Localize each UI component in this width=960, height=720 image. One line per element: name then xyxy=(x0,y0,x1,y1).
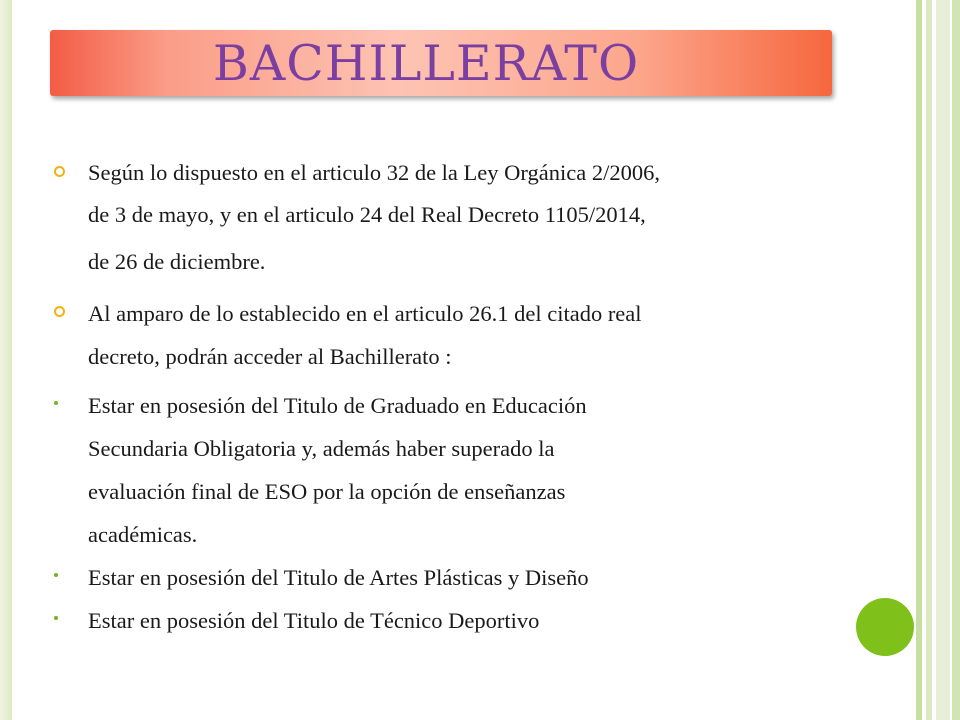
dot-bullet-icon xyxy=(54,401,58,405)
list-item-line: académicas. xyxy=(88,522,198,547)
list-item xyxy=(54,384,834,556)
list-item-line: Secundaria Obligatoria y, además haber superado la xyxy=(88,436,555,461)
dot-bullet-icon xyxy=(54,573,58,577)
list-item-line: evaluación final de ESO por la opción de enseñanzas xyxy=(88,479,566,504)
decorative-green-circle xyxy=(856,598,914,656)
dot-bullet-icon xyxy=(54,616,58,620)
frame-stripe xyxy=(916,0,922,720)
frame-stripe xyxy=(952,0,960,720)
slide-content xyxy=(54,152,834,642)
ring-bullet-icon xyxy=(54,306,65,317)
list-item-line: Estar en posesión del Titulo de Artes Plásticas y Diseño xyxy=(88,565,589,590)
paragraph-1 xyxy=(54,152,834,288)
title-banner xyxy=(50,30,832,96)
paragraph-line: decreto, podrán acceder al Bachillerato : xyxy=(88,344,452,369)
slide-title: BACHILLERATO xyxy=(212,34,640,92)
paragraph-2 xyxy=(54,292,834,378)
right-frame-border xyxy=(916,0,960,720)
list-item-line: Estar en posesión del Titulo de Graduado en Educación xyxy=(88,393,587,418)
ring-bullet-icon xyxy=(54,166,65,177)
list-item xyxy=(54,599,834,642)
frame-stripe xyxy=(926,0,932,720)
paragraph-line: Al amparo de lo establecido en el articulo 26.1 del citado real xyxy=(88,301,642,326)
requirements-list xyxy=(54,384,834,642)
frame-stripe xyxy=(936,0,950,720)
list-item xyxy=(54,556,834,599)
paragraph-line: de 26 de diciembre. xyxy=(88,249,266,274)
paragraph-line: Según lo dispuesto en el articulo 32 de la Ley Orgánica 2/2006, xyxy=(88,160,660,185)
left-frame-border xyxy=(0,0,12,720)
list-item-line: Estar en posesión del Titulo de Técnico Deportivo xyxy=(88,608,540,633)
paragraph-line: de 3 de mayo, y en el articulo 24 del Real Decreto 1105/2014, xyxy=(88,202,646,227)
